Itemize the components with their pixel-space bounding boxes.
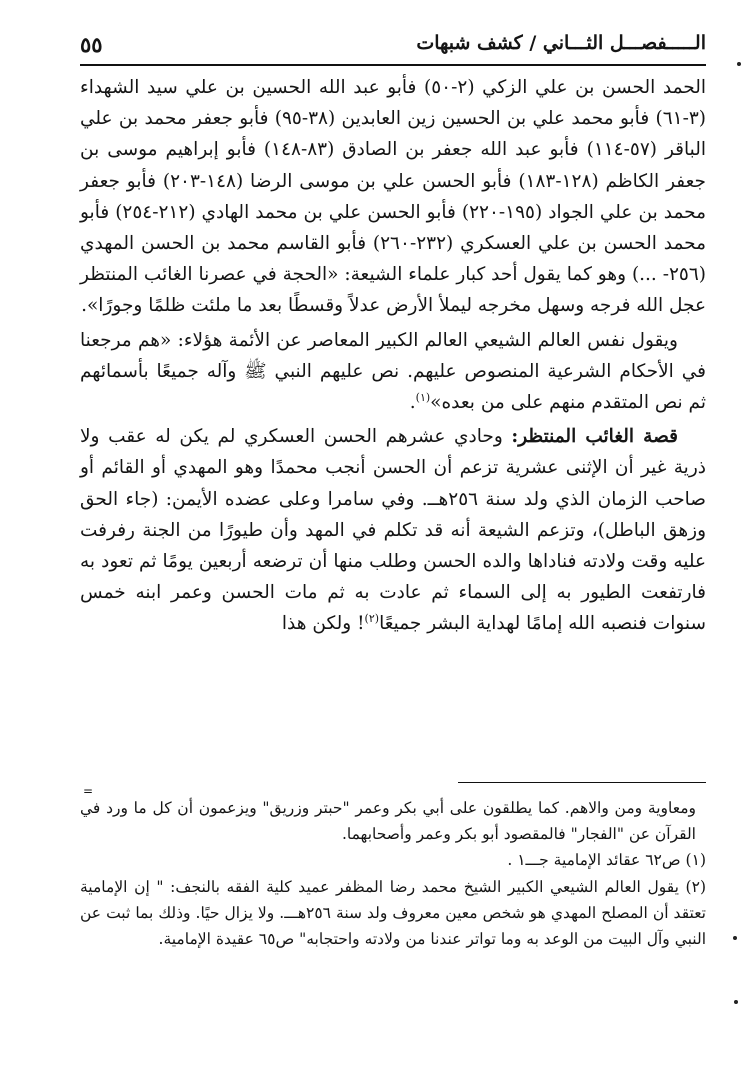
main-text <box>80 72 706 640</box>
paragraph-end: ! ولكن هذا <box>281 613 365 635</box>
section-heading: قصة الغائب المنتظر: <box>511 426 678 448</box>
footnote-2: (٢) يقول العالم الشيعي الكبير الشيخ محمد رضا المظفر عميد كلية الفقه بالنجف: " إن الإمامية تعتقد أن المصلح المهدي هو شخص معين معروف ولد سنة ٢٥٦هـــ. ولا يزال حيًا. وذلك بما ثبت عن النبي وآل البيت من الوعد به وما تواتر عندنا من ولادته واحتجابه" ص٦٥ عقيدة الإمامية. <box>80 878 706 948</box>
header-rule <box>80 64 706 66</box>
paragraph-text: الحمد الحسن بن علي الزكي (٢-٥٠) فأبو عبد الله الحسين بن علي سيد الشهداء (٣-٦١) فأبو محمد علي بن الحسين زين العابدين (٣٨-٩٥) فأبو جعفر محمد بن علي الباقر (٥٧-١١٤) فأبو عبد الله جعفر بن الصادق (٨٣-١٤٨) فأبو إبراهيم موسى بن جعفر الكاظم (١٢٨-١٨٣) فأبو الحسن علي بن موسى الرضا (١٤٨-٢٠٣) فأبو جعفر محمد بن علي الجواد (١٩٥-٢٢٠) فأبو الحسن علي بن محمد الهادي (٢١٢-٢٥٤) فأبو محمد الحسن بن علي العسكري (٢٣٢-٢٦٠) فأبو القاسم محمد بن الحسن المهدي (٢٥٦- ...) وهو كما يقول أحد كبار علماء الشيعة: «الحجة في عصرنا الغائب المنتظر عجل الله فرجه وسهل مخرجه ليملأ الأرض عدلاً وقسطًا بعد ما ملئت ظلمًا وجورًا». <box>80 77 707 317</box>
footnotes <box>80 795 706 952</box>
paragraph-scholar-quote <box>80 325 706 419</box>
running-header <box>80 32 706 62</box>
footnote-ref-1[interactable]: (١) <box>415 390 431 404</box>
footnote-1: (١) ص٦٢ عقائد الإمامية جـــ١ . <box>507 851 706 869</box>
page-number: ٥٥ <box>80 32 103 57</box>
chapter-title: الـــــفصـــل الثـــاني / كشف شبهات <box>416 32 706 54</box>
footnote-continuation: ومعاوية ومن والاهم. كما يطلقون على أبي بكر وعمر "حبتر وزريق" ويزعمون أن كل ما ورد في القرآن عن "الفجار" فالمقصود أبو بكر وعمر وأصحابهما. <box>80 799 696 843</box>
scan-speck <box>734 1000 738 1004</box>
footnote-ref-2[interactable]: (٢) <box>364 612 380 626</box>
paragraph-text: وحادي عشرهم الحسن العسكري لم يكن له عقب ولا ذرية غير أن الإثنى عشرية تزعم أن الحسن أنجب محمدًا وهو المهدي أو القائم أو صاحب الزمان الذي ولد سنة ٢٥٦هــ. وفي سامرا وعلى عضده الأيمن: (جاء الحق وزهق الباطل)، وتزعم الشيعة أنه قد تكلم في المهد وأن طيورًا من الجنة رفرفت عليه وقت ولادته فناداها والده الحسن وطلب منها أن ترضعه أربعين يومًا ثم تعود به فارتفعت الطيور به إلى السماء ثم عادت به ثم مات الحسن وعمر ابنه خمس سنوات فنصبه الله إمامًا لهداية البشر جميعًا <box>80 426 706 635</box>
paragraph-imams-list <box>80 72 706 322</box>
scan-speck <box>733 936 737 940</box>
paragraph-text: ويقول نفس العالم الشيعي العالم الكبير المعاصر عن الأئمة هؤلاء: «هم مرجعنا في الأحكام الشرعية المنصوص عليهم. نص عليهم النبي ﷺ وآله جميعًا بأسمائهم ثم نص المتقدم منهم على من بعده» <box>80 329 706 414</box>
paragraph-awaited-story <box>80 421 706 639</box>
paragraph-end: . <box>409 392 416 414</box>
continuation-mark: = <box>83 784 94 798</box>
footnote-rule <box>458 782 706 783</box>
scan-speck <box>737 62 741 66</box>
